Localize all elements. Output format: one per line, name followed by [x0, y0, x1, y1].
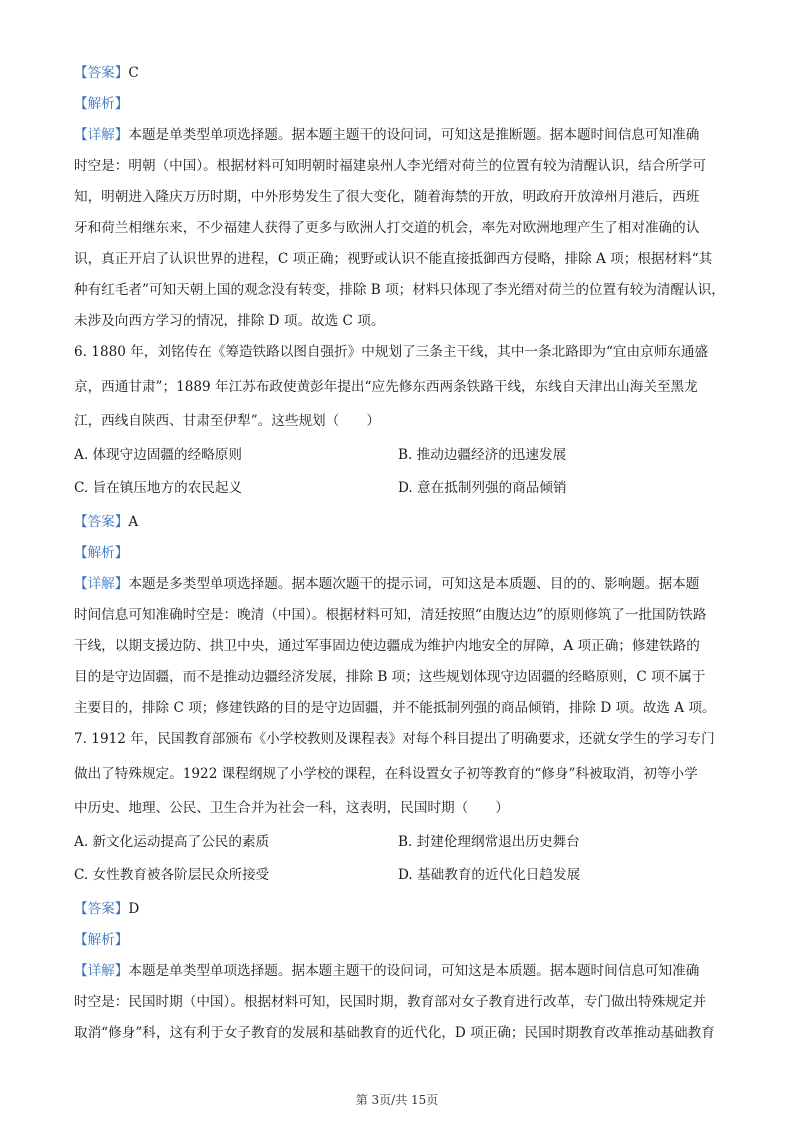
answer-block: [74, 513, 736, 531]
detail-text-line: [74, 699, 716, 717]
detail-text: 本题是多类型单项选择题。据本题次题干的提示词，可知这是本质题、目的的、影响题。据本题: [128, 576, 700, 592]
question-text: 7. 1912 年，民国教育部颁布《小学校教则及课程表》对每个科目提出了明确要求，还就女学生的学习专门: [74, 731, 715, 747]
detail-text-line: [74, 962, 699, 980]
question-text-line: [74, 412, 380, 430]
detail-text: 识，真正开启了认识世界的进程，C 项正确；视野或认识不能直接抵御西方侵略，排除 A 项；根据材料“其: [74, 251, 713, 267]
detail-text-line: [74, 606, 706, 624]
detail-text-line: [74, 281, 725, 299]
option-row: [74, 446, 736, 464]
option-text: B. 封建伦理纲常退出历史舞台: [398, 834, 580, 850]
detail-label: 【详解】: [74, 127, 129, 143]
detail-text: 未涉及向西方学习的情况，排除 D 项。故选 C 项。: [74, 313, 385, 329]
answer-letter: A: [128, 514, 139, 530]
analysis-line: [74, 544, 736, 562]
detail-text: 取消“修身”科，这有利于女子教育的发展和基础教育的近代化，D 项正确；民国时期教育改革推动基础教育: [74, 1025, 715, 1041]
detail-text-line: [74, 157, 706, 175]
question-text: 做出了特殊规定。1922 课程纲规了小学校的课程，在科设置女子初等教育的“修身”科被取消，初等小学: [74, 765, 698, 782]
option-text: D. 基础教育的近代化日趋发展: [398, 867, 581, 883]
detail-label: 【详解】: [74, 576, 129, 592]
option-row: [74, 866, 736, 884]
question-text-line: [74, 343, 708, 361]
detail-text-line: [74, 250, 712, 268]
answer-line: [74, 64, 736, 82]
question-text-line: [74, 765, 698, 783]
option-text: D. 意在抵制列强的商品倾销: [398, 480, 567, 496]
detail-text-line: [74, 1024, 715, 1042]
answer-letter: C: [128, 65, 139, 81]
option-text: C. 女性教育被各阶层民众所接受: [74, 867, 270, 883]
analysis-block: [74, 544, 736, 562]
answer-label: 【答案】: [74, 514, 129, 530]
detail-text-line: [74, 575, 699, 593]
detail-text-line: [74, 312, 384, 330]
option-text: B. 推动边疆经济的迅速发展: [398, 447, 567, 463]
analysis-label: 【解析】: [74, 932, 129, 948]
question-text: 京，西通甘肃”；1889 年江苏布政使黄彭年提出“应先修东西两条铁路干线，东线自天津出山海关至黑龙: [74, 378, 698, 395]
detail-text: 本题是单类型单项选择题。据本题主题干的设问词，可知这是本质题。据本题时间信息可知准确: [128, 963, 700, 979]
option-text: A. 新文化运动提高了公民的素质: [74, 834, 270, 850]
option-row: [74, 833, 736, 851]
detail-text: 干线，以期支援边防、拱卫中央，通过军事固边使边疆成为维护内地安全的屏障，A 项正确；修建铁路的: [74, 638, 700, 654]
question-text-line: [74, 730, 715, 748]
detail-text: 知，明朝进入隆庆万历时期，中外形势发生了很大变化，随着海禁的开放，明政府开放漳州月港后，西班: [74, 189, 700, 205]
detail-text: 种有红毛者”可知天朝上国的观念没有转变，排除 B 项；材料只体现了李光缙对荷兰的位置有较为清醒认识，: [74, 282, 725, 298]
detail-text: 时间信息可知准确时空是：晚清（中国）。根据材料可知，清廷按照“由腹达边”的原则修筑了一批国防铁路: [74, 607, 707, 623]
detail-label: 【详解】: [74, 963, 129, 979]
detail-text-line: [74, 126, 699, 144]
analysis-line: [74, 931, 736, 949]
detail-text-line: [74, 993, 706, 1011]
question-text: 江，西线自陕西、甘肃至伊犁”。这些规划（ ）: [74, 413, 381, 429]
answer-label: 【答案】: [74, 901, 129, 917]
analysis-label: 【解析】: [74, 96, 129, 112]
detail-text: 牙和荷兰相继东来，不少福建人获得了更多与欧洲人打交道的机会，率先对欧洲地理产生了相对准确的认: [74, 220, 700, 236]
analysis-line: [74, 95, 736, 113]
answer-label: 【答案】: [74, 65, 129, 81]
detail-text: 时空是：民国时期（中国）。根据材料可知，民国时期，教育部对女子教育进行改革，专门做出特殊规定并: [74, 994, 707, 1010]
detail-text-line: [74, 637, 700, 655]
option-row: [74, 479, 736, 497]
answer-block: [74, 900, 736, 918]
answer-line: [74, 513, 736, 531]
detail-text-line: [74, 668, 705, 686]
analysis-label: 【解析】: [74, 545, 129, 561]
option-text: A. 体现守边固疆的经略原则: [74, 447, 242, 463]
analysis-block: [74, 931, 736, 949]
analysis-block: [74, 95, 736, 113]
question-text-line: [74, 378, 698, 396]
question-text: 中历史、地理、公民、卫生合并为社会一科，这表明，民国时期（ ）: [74, 800, 509, 816]
detail-text: 时空是：明朝（中国）。根据材料可知明朝时福建泉州人李光缙对荷兰的位置有较为清醒认识，结合所学可: [74, 158, 707, 174]
answer-block: [74, 64, 736, 82]
question-text: 6. 1880 年，刘铭传在《筹造铁路以图自强折》中规划了三条主干线，其中一条北路即为“宜由京师东通盛: [74, 344, 709, 360]
option-text: C. 旨在镇压地方的农民起义: [74, 480, 243, 496]
answer-line: [74, 900, 736, 918]
detail-text: 主要目的，排除 C 项；修建铁路的目的是守边固疆，并不能抵制列强的商品倾销，排除 D 项。故选 A 项。: [74, 700, 716, 716]
detail-text-line: [74, 219, 699, 237]
answer-letter: D: [128, 901, 140, 917]
detail-text: 本题是单类型单项选择题。据本题主题干的设问词，可知这是推断题。据本题时间信息可知准确: [128, 127, 700, 143]
question-text-line: [74, 799, 509, 817]
detail-text-line: [74, 188, 699, 206]
page-number: 第 3页/共 15页: [355, 1093, 439, 1107]
detail-text: 目的是守边固疆，而不是推动边疆经济发展，排除 B 项；这些规划体现守边固疆的经略原则，C 项不属于: [74, 669, 706, 685]
